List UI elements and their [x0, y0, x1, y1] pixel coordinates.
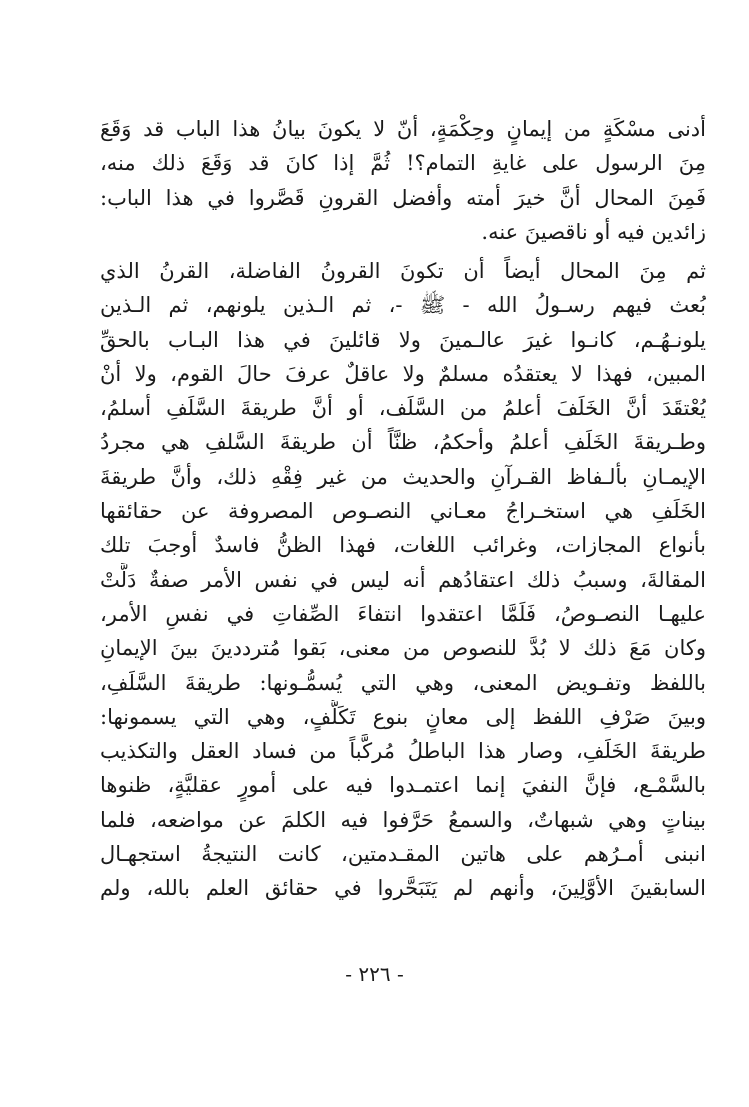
text-line: مِنَ الرسول على غايةِ التمام؟! ثُمَّ إذا كانَ قد وَقَعَ ذلك منه،	[100, 151, 706, 176]
text-line: الإيمـانِ بألـفاظ القـرآنِ والحديث من غير فِقْهِ ذلك، وأنَّ طريقةَ	[100, 464, 706, 489]
page-number: - ٢٢٦ -	[345, 962, 404, 986]
paragraph-2	[100, 254, 706, 906]
text-line: المقالةَ، وسببُ ذلك اعتقادُهم أنه ليس في نفس الأمر صفةٌ دَلَّتْ	[100, 567, 706, 592]
text-line: ثم مِنَ المحال أيضاً أن تكونَ القرونُ الفاضلة، القرنُ الذي	[100, 259, 706, 283]
text-line: وكان مَعَ ذلك لا بُدَّ للنصوص من معنى، بَقوا مُترددينَ بينَ الإيمانِ	[100, 636, 706, 661]
text-line: زائدين فيه أو ناقصينَ عنه.	[481, 219, 706, 244]
text-line: يُعْتقَدَ أنَّ الخَلَفَ أعلمُ من السَّلَف، أو أنَّ طريقةَ السَّلَفِ أسلمُ،	[100, 396, 706, 421]
text-line: بالسَّمْـع، فإنَّ النفيَ إنما اعتمـدوا فيه على أمورٍ عقليَّةٍ، ظنوها	[100, 773, 706, 798]
text-line: طريقةَ الخَلَفِ، وصار هذا الباطلُ مُركَّباً من فساد العقل والتكذيب	[100, 739, 706, 764]
text-line: يلونـهُـم، كانـوا غيرَ عالـمينَ ولا قائلينَ في هذا البـاب بالحقِّ	[100, 327, 706, 352]
text-line: بيناتٍ وهي شبهاتٌ، والسمعُ حَرَّفوا فيه الكلمَ عن مواضعه، فلما	[100, 807, 706, 832]
text-line: السابقينَ الأوَّلِينَ، وأنهم لم يَتَبَحَّروا في حقائق العلم بالله، ولم	[100, 876, 706, 901]
text-line: فَمِنَ المحال أنَّ خيرَ أمته وأفضل القرونِ قَصَّروا في هذا الباب:	[100, 185, 706, 210]
text-line: بُعث فيهم رسـولُ الله - ﷺ -، ثم الـذين يلونهم، ثم الـذين	[100, 293, 706, 318]
text-line: وطـريقةَ الخَلَفِ أعلمُ وأحكمُ، ظنَّاً أن طريقةَ السَّلفِ هي مجردُ	[100, 430, 706, 455]
text-line: بأنواع المجازات، وغرائب اللغات، فهذا الظنُّ فاسدٌ أوجبَ تلك	[100, 533, 706, 558]
text-line: المبين، فهذا لا يعتقدُه مسلمٌ ولا عاقلٌ عرفَ حالَ القوم، ولا أنْ	[100, 361, 706, 386]
text-line: عليهـا النصـوصُ، فَلَمَّا اعتقدوا انتفاءَ الصِّفاتِ في نفسِ الأمر،	[100, 601, 706, 626]
text-line: وبينَ صَرْفِ اللفظ إلى معانٍ بنوع تَكَلُّفٍ، وهي التي يسمونها:	[100, 704, 706, 729]
text-line: انبنى أمـرُهم على هاتين المقـدمتين، كانت النتيجةُ استجهـال	[100, 842, 706, 867]
paragraph-1	[100, 112, 706, 249]
text-line: باللفظ وتفـويض المعنى، وهي التي يُسمُّـونها: طريقةَ السَّلَفِ،	[100, 670, 706, 695]
text-line: الخَلَفِ هي استخـراجُ معـاني النصـوص المصروفة عن حقائقها	[100, 499, 706, 524]
text-line: أدنى مسْكَةٍ من إيمانٍ وحِكْمَةٍ، أنّ لا يكونَ بيانُ هذا الباب قد وَقَعَ	[100, 117, 706, 141]
